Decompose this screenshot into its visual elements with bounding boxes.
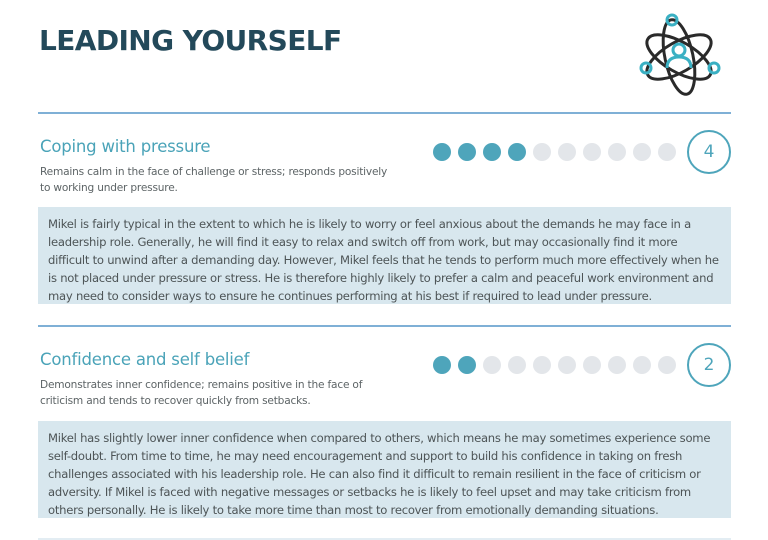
score-dot-empty — [658, 143, 676, 161]
score-dot-empty — [633, 143, 651, 161]
score-dot-filled — [458, 143, 476, 161]
score-dot-empty — [483, 356, 501, 374]
score-dot-empty — [533, 356, 551, 374]
score-dot-empty — [608, 143, 626, 161]
score-dot-empty — [508, 356, 526, 374]
score-dot-empty — [633, 356, 651, 374]
score-dot-filled — [458, 356, 476, 374]
section-description: Remains calm in the face of challenge or stress; responds positively to working under pressure. — [40, 166, 388, 194]
score-dot-empty — [533, 143, 551, 161]
score-dot-empty — [608, 356, 626, 374]
score-dots — [433, 143, 676, 161]
header-divider — [38, 112, 731, 114]
score-dot-filled — [433, 356, 451, 374]
page-title: LEADING YOURSELF — [39, 24, 342, 57]
score-dot-filled — [433, 143, 451, 161]
score-dot-filled — [508, 143, 526, 161]
score-dot-empty — [583, 143, 601, 161]
section-divider — [38, 325, 731, 327]
score-dots — [433, 356, 676, 374]
section-body: Mikel is fairly typical in the extent to which he is likely to worry or feel anxious about the demands he may face in a leadership role. Generally, he will find it easy to relax and switch off from work, but may occasionally find it more difficult to unwind after a demanding day. However, Mikel feels that he tends to perform much more effectively when he is not placed under pressure or stress. He is therefore highly likely to prefer a calm and peaceful work environment and may need to consider ways to ensure he continues performing at his best if required to lead under pressure. — [38, 207, 731, 304]
score-dot-empty — [558, 356, 576, 374]
score-dot-filled — [483, 143, 501, 161]
score-badge: 4 — [687, 130, 731, 174]
section-title: Coping with pressure — [40, 137, 211, 156]
score-badge: 2 — [687, 343, 731, 387]
section-body: Mikel has slightly lower inner confidence when compared to others, which means he may sometimes experience some self-doubt. From time to time, he may need encouragement and support to build his confidence in taking on fresh challenges associated with his leadership role. He can also find it difficult to remain resilient in the face of criticism or adversity. If Mikel is faced with negative messages or setbacks he is likely to feel upset and may take criticism from others personally. He is likely to take more time than most to recover from emotionally demanding situations. — [38, 421, 731, 518]
section-description: Demonstrates inner confidence; remains positive in the face of criticism and tends to recover quickly from setbacks. — [40, 379, 363, 407]
atom-person-icon — [636, 10, 722, 100]
score-dot-empty — [558, 143, 576, 161]
score-dot-empty — [658, 356, 676, 374]
score-dot-empty — [583, 356, 601, 374]
section-title: Confidence and self belief — [40, 350, 250, 369]
